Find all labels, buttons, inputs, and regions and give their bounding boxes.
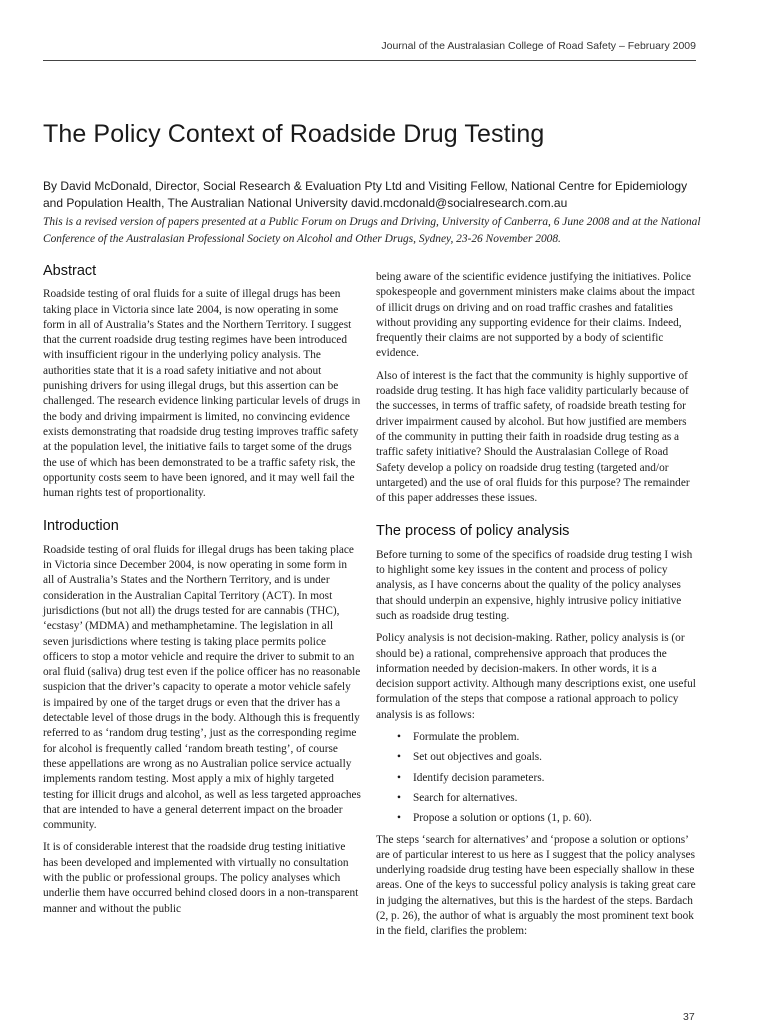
policy-steps-list — [376, 730, 696, 826]
bullet-icon: • — [397, 731, 401, 744]
running-head — [381, 40, 696, 52]
policy-step-text: Set out objectives and goals. — [413, 751, 542, 764]
policy-step-item — [376, 771, 696, 786]
right-column — [376, 270, 696, 947]
bullet-icon: • — [397, 751, 401, 764]
policy-step-text: Identify decision parameters. — [413, 771, 545, 784]
abstract-paragraph: Roadside testing of oral fluids for a suite of illegal drugs has been taking place in Victoria since late 2004, is now operating in some form in all of Australia’s States and the Northern Territory. I suggest that the current roadside drug testing regimes have been introduced with insufficient rigour in the underlying policy analysis. The authorities state that it is a road safety initiative and not about punishing drivers for using illegal drugs, but this assertion can be challenged. The research evidence linking particular levels of drugs in the body and driving impairment is limited, no convincing evidence exists demonstrating that roadside drug testing improves traffic safety at the population level, the initiative fails to target some of the drugs the use of which has been demonstrated to be a traffic safety risk, the opportunity costs seem to have been ignored, and it may well fail the human rights test of proportionality. — [43, 288, 361, 500]
policy-paragraph-3: The steps ‘search for alternatives’ and ‘propose a solution or options’ are of particular interest to us here as I suggest that the policy analyses underlying roadside drug testing have been especially shallow in these areas. One of the keys to successful policy analysis is taking great care in judging the alternatives, but this is the hardest of the steps. Bardach (2, p. 26), the author of what is arguably the most prominent text book in the field, clarifies the problem: — [376, 833, 696, 938]
bullet-icon: • — [397, 791, 401, 804]
policy-step-text: Formulate the problem. — [413, 731, 520, 744]
issue-date: – February 2009 — [618, 40, 696, 52]
abstract-heading: Abstract — [43, 263, 97, 279]
bullet-icon: • — [397, 771, 401, 784]
introduction-paragraph-1: Roadside testing of oral fluids for illegal drugs has been taking place in Victoria since December 2004, is now operating in some form in all of Australia’s States and the Northern Territory, and is under consideration in the Australian Capital Territory (ACT). In most jurisdictions (but not all) the drugs tested for are cannabis (THC), ‘ecstasy’ (MDMA) and methamphetamine. The legislation in all seven jurisdictions where testing is taking place permits police officers to stop a motor vehicle and require the driver to submit to an oral fluid (saliva) drug test even if the police officer has no reasonable suspicion that the driver’s capacity to operate a motor vehicle safely is impaired by one of the target drugs or even that the driver has a detectable level of those drugs in the body. Although this is frequently referred to as ‘random drug testing’, just as the corresponding regime for alcohol is frequently called ‘random breath testing’, of course these appellations are wrong as no Australian police service actually implements random testing. Most apply a mix of highly targeted testing for illicit drugs and alcohol, as well as less targeted approaches that are intended to have a general deterrent impact on the broader community. — [43, 543, 361, 832]
introduction-paragraph-2: It is of considerable interest that the roadside drug testing initiative has been developed and implemented with virtually no consultation with the public or professional groups. The policy analyses which underlie them have occurred behind closed doors in a non-transparent manner and without the public — [43, 841, 359, 915]
policy-paragraph-2: Policy analysis is not decision-making. Rather, policy analysis is (or should be) a rational, comprehensive approach that produces the information needed by decision-makers. In other words, it is a decision support activity. Although many descriptions exist, one useful formulation of the steps that compose a rational approach to policy analysis is as follows: — [376, 632, 696, 721]
introduction-heading: Introduction — [43, 518, 119, 535]
policy-step-item — [376, 750, 696, 765]
header-rule — [43, 60, 696, 61]
bullet-icon: • — [397, 812, 401, 825]
policy-analysis-heading: The process of policy analysis — [376, 523, 570, 540]
policy-step-item — [376, 730, 696, 745]
policy-step-text: Search for alternatives. — [413, 791, 518, 804]
article-title: The Policy Context of Roadside Drug Testing — [43, 120, 545, 148]
policy-paragraph-1: Before turning to some of the specifics of roadside drug testing I wish to highlight some key issues in the content and process of policy analysis, as I have concerns about the quality of the policy analyses that should underpin an expensive, highly intrusive policy initiative such as roadside drug testing. — [376, 548, 693, 622]
community-paragraph: Also of interest is the fact that the community is highly supportive of roadside drug testing. It has high face validity particularly because of the successes, in terms of traffic safety, of roadside breath testing for driver impairment caused by alcohol. But how justified are members of the community in putting their faith in roadside drug testing as a traffic safety initiative? Should the Australasian College of Road Safety develop a policy on roadside drug testing (targeted and/or untargeted) and the use of oral fluids for this purpose? The remainder of this paper addresses these issues. — [376, 369, 690, 505]
left-column — [43, 264, 361, 924]
page-number: 37 — [683, 1011, 695, 1023]
continued-paragraph: being aware of the scientific evidence justifying the initiatives. Police spokespeople and government ministers make claims about the impact of illicit drugs on driving and on road traffic crashes and fatalities without providing any supporting evidence for their claims. Indeed, frequently their claims are not supported by a body of scientific evidence. — [376, 271, 695, 360]
author-byline: By David McDonald, Director, Social Research & Evaluation Pty Ltd and Visiting Fellow, National Centre for Epidemiology and Population Health, The Australian National University david.mcdonald@socialresearch.com.au — [43, 179, 688, 210]
revision-note: This is a revised version of papers presented at a Public Forum on Drugs and Driving, University of Canberra, 6 June 2008 and at the National Conference of the Australasian Professional Society on Alcohol and Other Drugs, Sydney, 23-26 November 2008. — [43, 216, 701, 245]
policy-step-item — [376, 811, 696, 826]
policy-step-item — [376, 791, 696, 806]
journal-name: Journal of the Australasian College of Road Safety — [381, 40, 617, 52]
policy-step-text: Propose a solution or options (1, p. 60). — [413, 812, 592, 825]
